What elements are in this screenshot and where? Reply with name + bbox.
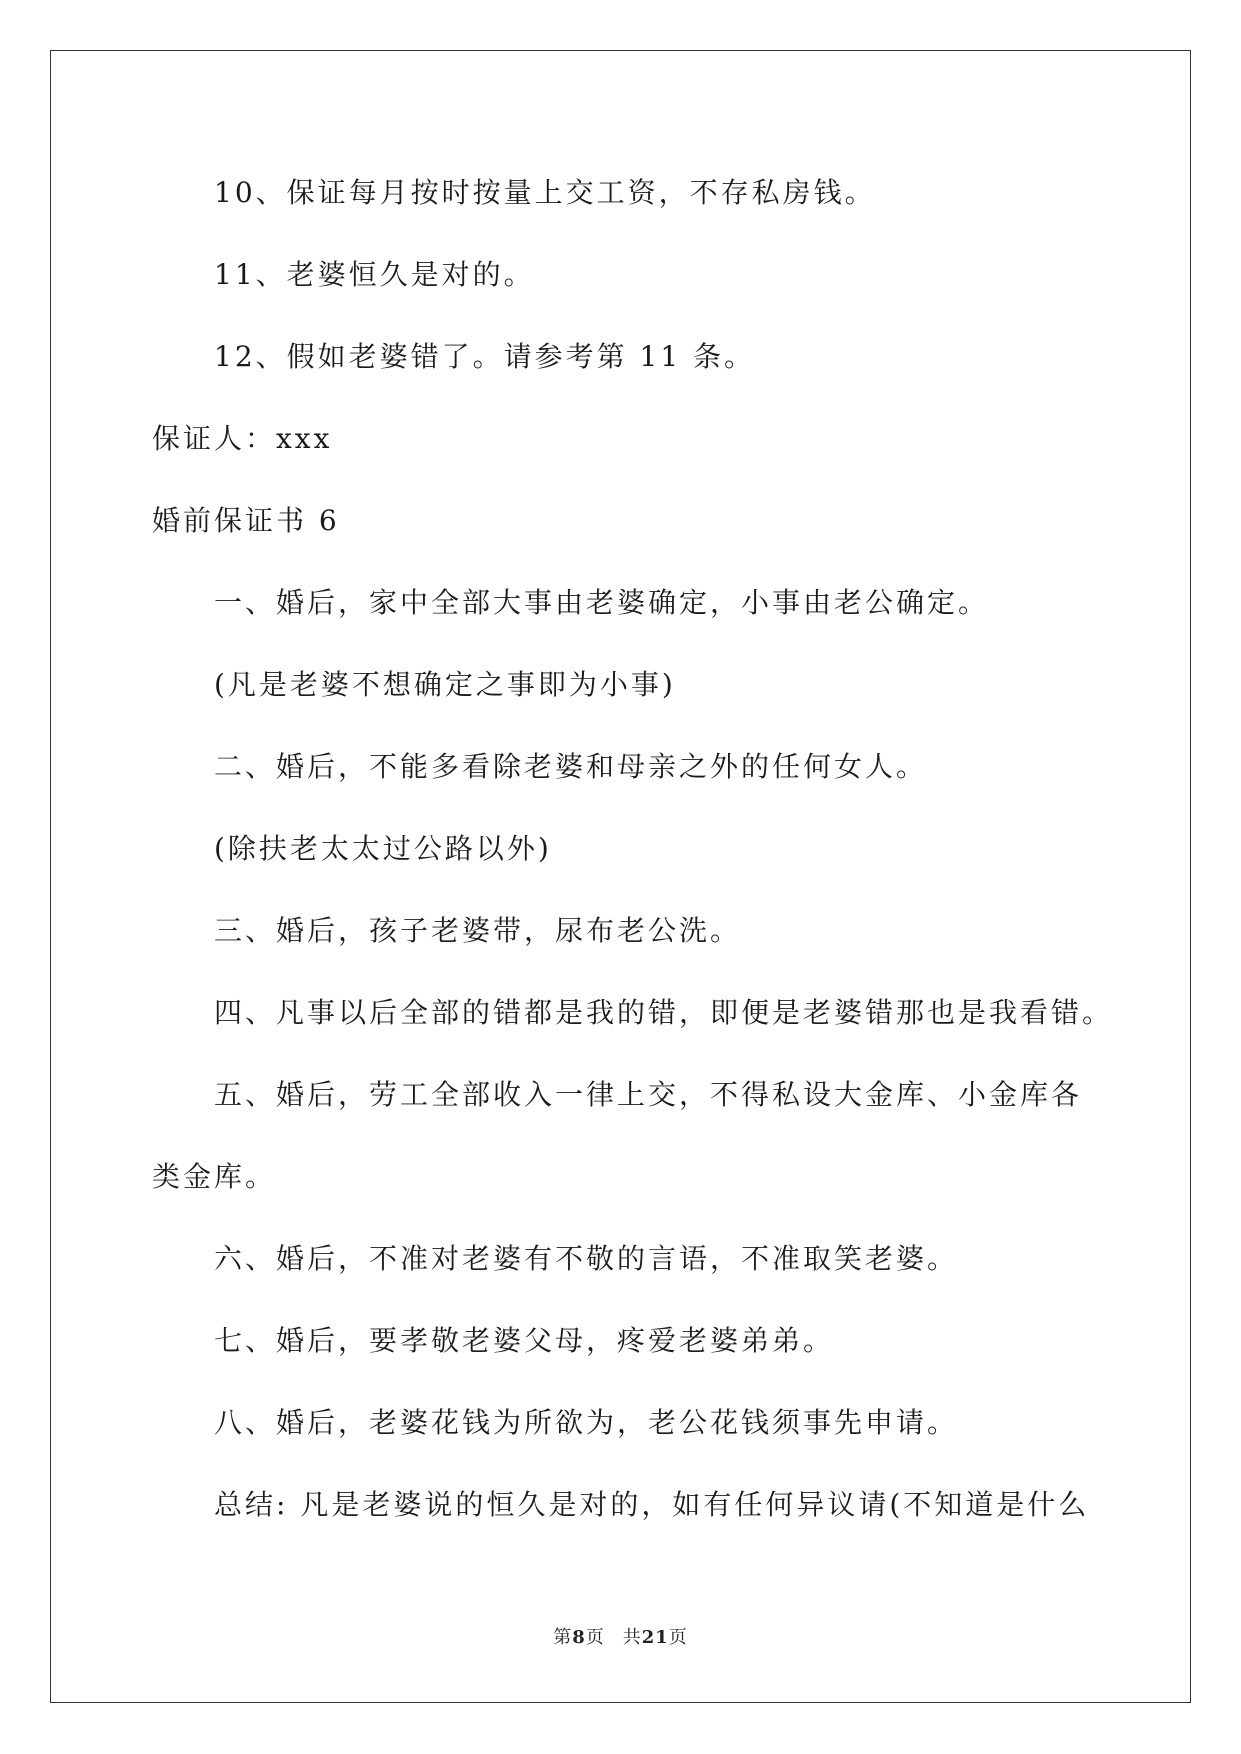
- footer-page-prefix: 第: [553, 1627, 573, 1648]
- section-title: 婚前保证书 6: [152, 504, 340, 537]
- summary-line: 总结: 凡是老婆说的恒久是对的，如有任何异议请(不知道是什么: [214, 1488, 1090, 1521]
- clause-three: 三、婚后，孩子老婆带，尿布老公洗。: [214, 914, 742, 947]
- clause-11: 11、老婆恒久是对的。: [214, 258, 535, 291]
- clause-six: 六、婚后，不准对老婆有不敬的言语，不准取笑老婆。: [214, 1242, 959, 1275]
- page-footer: [0, 1626, 1241, 1650]
- clause-five-continued: 类金库。: [152, 1160, 277, 1193]
- footer-page-current: 8: [572, 1627, 586, 1648]
- footer-total-prefix: 共: [622, 1627, 642, 1648]
- guarantor-line: 保证人：xxx: [152, 422, 333, 455]
- clause-12: 12、假如老婆错了。请参考第 11 条。: [214, 340, 756, 373]
- page-border: [50, 50, 1191, 1703]
- clause-two: 二、婚后，不能多看除老婆和母亲之外的任何女人。: [214, 750, 928, 783]
- clause-10: 10、保证每月按时按量上交工资，不存私房钱。: [214, 176, 876, 209]
- clause-eight: 八、婚后，老婆花钱为所欲为，老公花钱须事先申请。: [214, 1406, 959, 1439]
- footer-page-total: 21: [641, 1627, 669, 1648]
- clause-one: 一、婚后，家中全部大事由老婆确定，小事由老公确定。: [214, 586, 990, 619]
- clause-one-note: (凡是老婆不想确定之事即为小事): [214, 668, 676, 701]
- clause-two-note: (除扶老太太过公路以外): [214, 832, 552, 865]
- clause-seven: 七、婚后，要孝敬老婆父母，疼爱老婆弟弟。: [214, 1324, 835, 1357]
- clause-five: 五、婚后，劳工全部收入一律上交，不得私设大金库、小金库各: [214, 1078, 1083, 1111]
- footer-page-unit: 页: [585, 1627, 605, 1648]
- clause-four: 四、凡事以后全部的错都是我的错，即便是老婆错那也是我看错。: [214, 996, 1114, 1029]
- footer-total-unit: 页: [668, 1627, 688, 1648]
